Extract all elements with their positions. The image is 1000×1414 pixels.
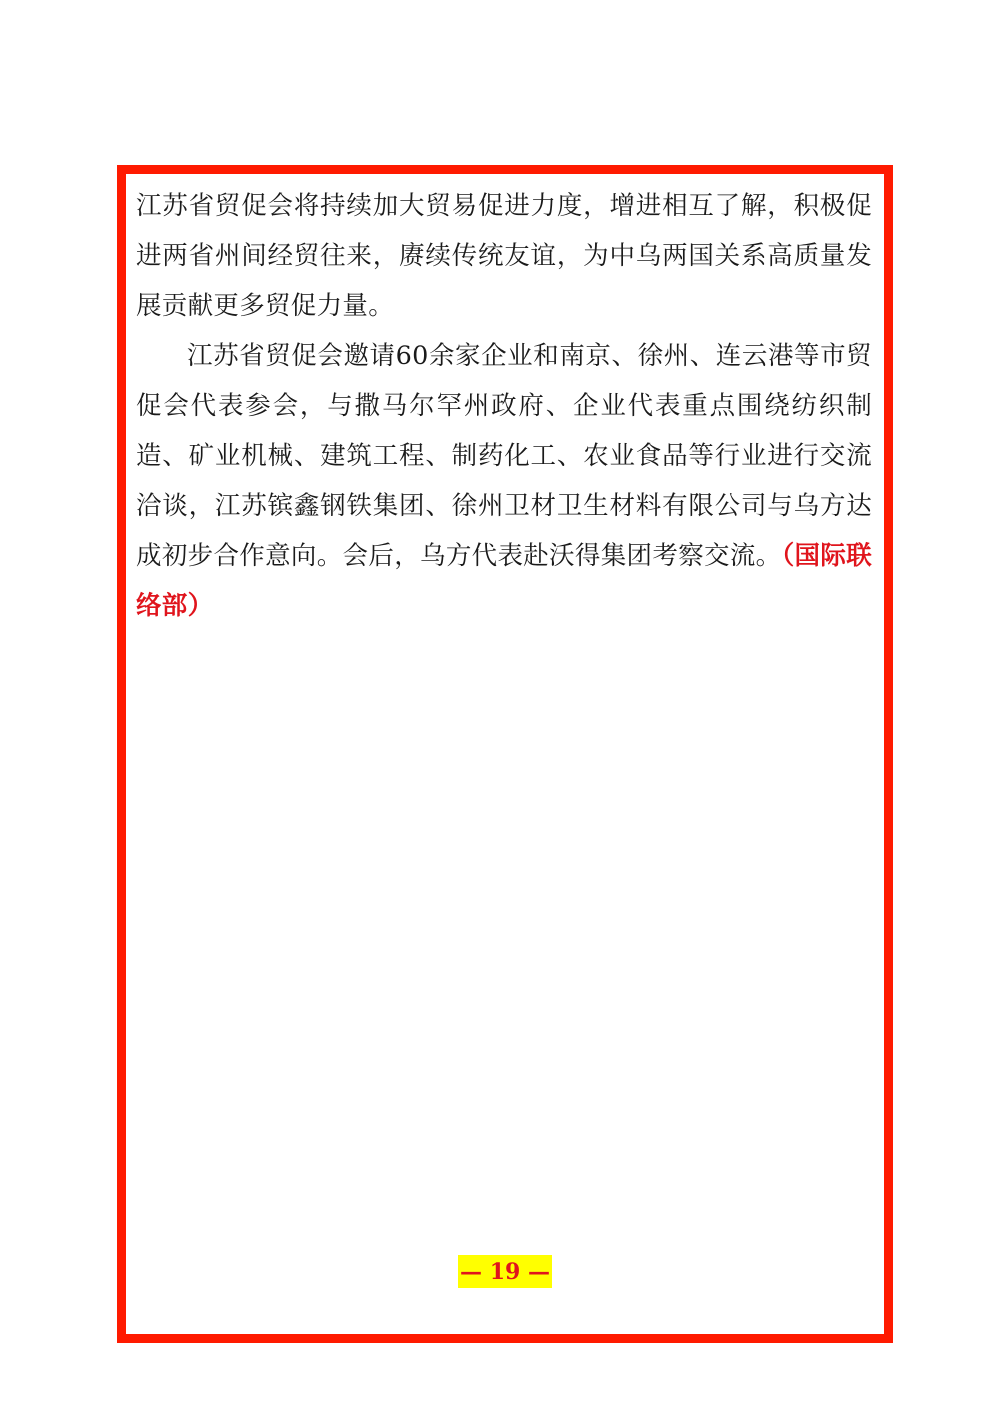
page-number: — 19 — <box>460 1258 550 1285</box>
paragraph-2-text: 江苏省贸促会邀请60余家企业和南京、徐州、连云港等市贸促会代表参会，与撒马尔罕州政府、企业代表重点围绕纺织制造、矿业机械、建筑工程、制药化工、农业食品等行业进行交流洽谈，江苏镔鑫钢铁集团、徐州卫材卫生材料有限公司与乌方达成初步合作意向。会后，乌方代表赴沃得集团考察交流。 <box>136 341 872 571</box>
page-number-highlight <box>458 1255 552 1288</box>
paragraph-1: 江苏省贸促会将持续加大贸易促进力度，增进相互了解，积极促进两省州间经贸往来，赓续传统友谊，为中乌两国关系高质量发展贡献更多贸促力量。 <box>136 191 872 321</box>
source-department: （国际联络部） <box>136 541 872 621</box>
paragraph-2 <box>136 331 872 631</box>
article-body <box>136 181 872 631</box>
